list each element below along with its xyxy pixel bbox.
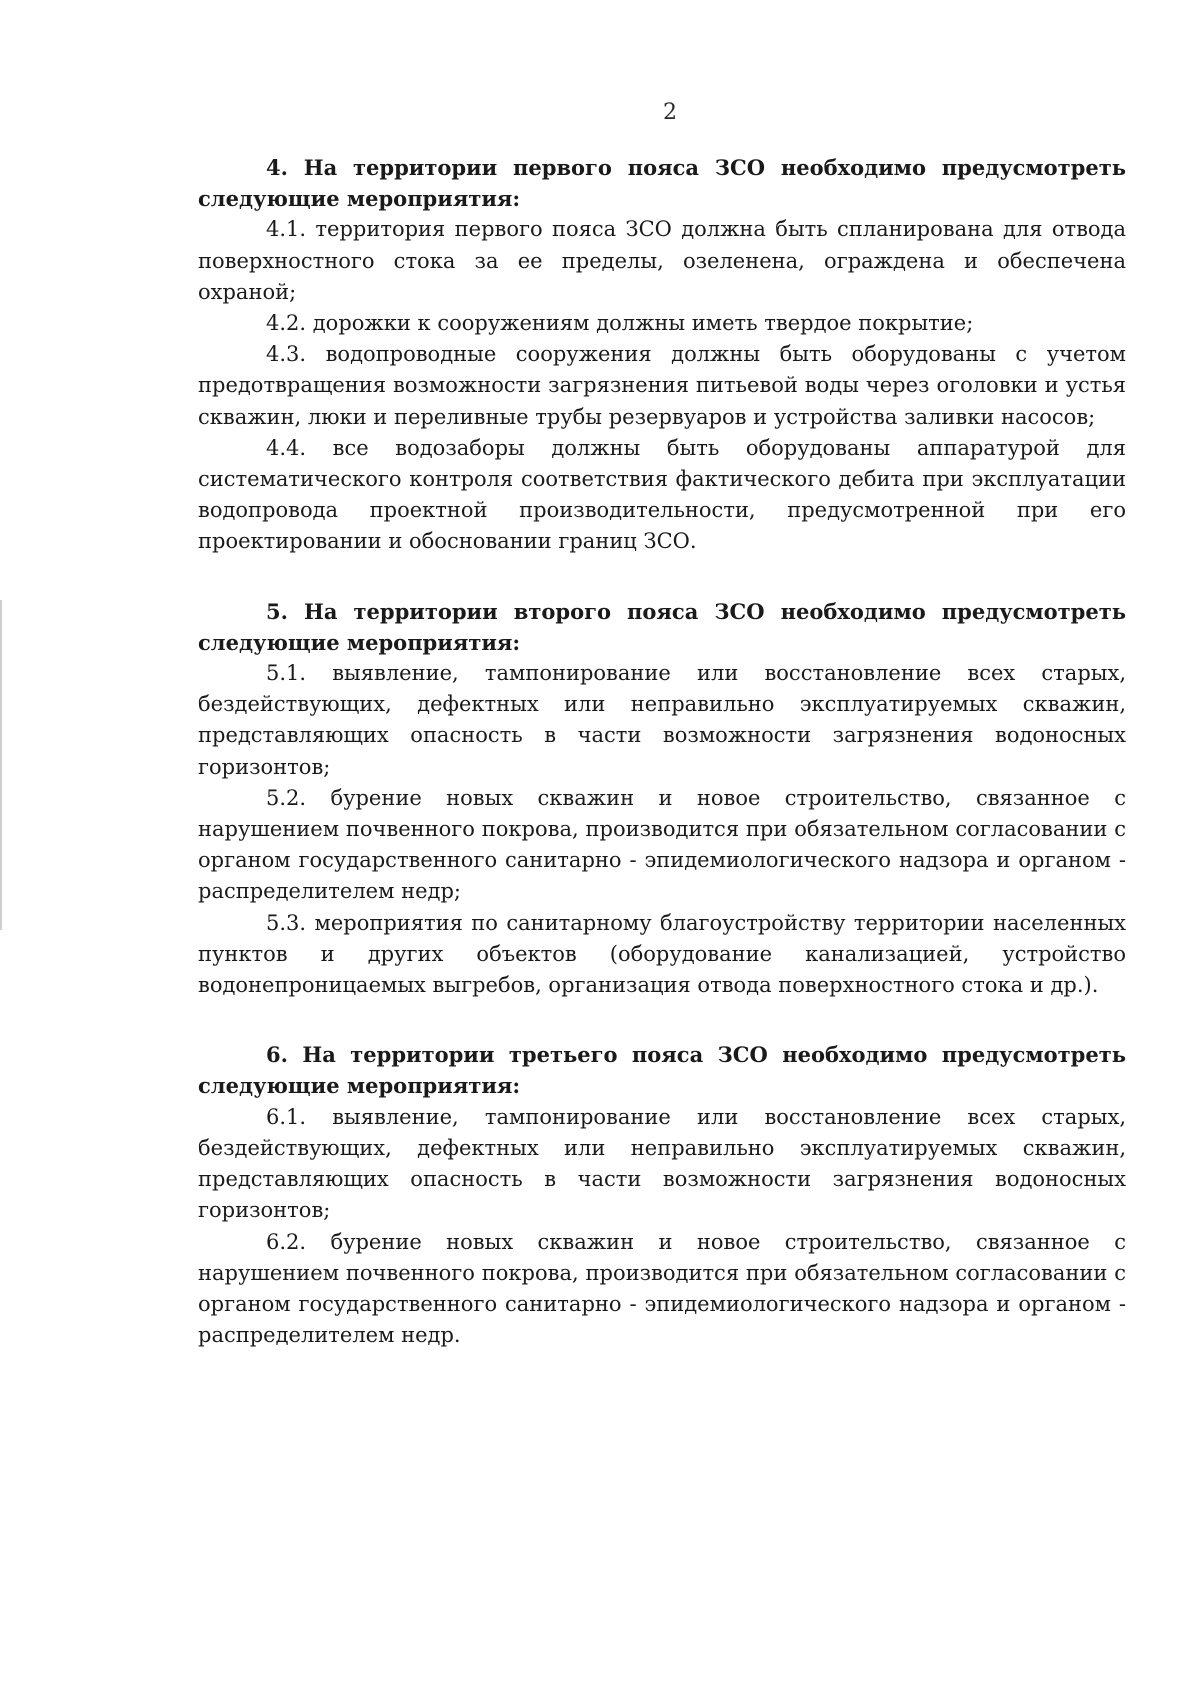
list-item-4-2: 4.2. дорожки к сооружениям должны иметь твердое покрытие; xyxy=(266,311,974,336)
scan-edge-mark xyxy=(0,600,2,930)
section-5-heading: 5. На территории второго пояса ЗСО необходимо предусмотреть следующие мероприятия: xyxy=(198,598,1126,655)
section-spacer xyxy=(198,558,1126,596)
list-item-5-1: 5.1. выявление, тампонирование или восстановление всех старых, бездействующих, дефектных или неправильно эксплуатируемых скважин, представляющих опасность в части возможности загрязнения водоносных горизонтов; xyxy=(198,661,1126,779)
document-body xyxy=(198,152,1126,1351)
list-item-6-2: 6.2. бурение новых скважин и новое строительство, связанное с нарушением почвенного покрова, производится при обязательном согласовании с органом государственного санитарно - эпидемиологического надзора и органом - распределителем недр. xyxy=(198,1229,1126,1348)
section-6-heading: 6. На территории третьего пояса ЗСО необходимо предусмотреть следующие мероприятия: xyxy=(198,1042,1126,1099)
section-4-heading: 4. На территории первого пояса ЗСО необходимо предусмотреть следующие мероприятия: xyxy=(198,155,1126,212)
section-spacer xyxy=(198,1001,1126,1039)
list-item-4-3: 4.3. водопроводные сооружения должны быть оборудованы с учетом предотвращения возможности загрязнения питьевой воды через оголовки и устья скважин, люки и переливные трубы резервуаров и устройства заливки насосов; xyxy=(198,342,1126,429)
list-item-4-4: 4.4. все водозаборы должны быть оборудованы аппаратурой для систематического контроля соответствия фактического дебита при эксплуатации водопровода проектной производительности, предусмотренной при его проектировании и обосновании границ ЗСО. xyxy=(198,435,1126,554)
list-item-6-1: 6.1. выявление, тампонирование или восстановление всех старых, бездействующих, дефектных или неправильно эксплуатируемых скважин, представляющих опасность в части возможности загрязнения водоносных горизонтов; xyxy=(198,1104,1126,1223)
list-item-4-1: 4.1. территория первого пояса ЗСО должна быть спланирована для отвода поверхностного стока за ее пределы, озеленена, ограждена и обеспечена охраной; xyxy=(198,217,1126,304)
page-number: 2 xyxy=(663,100,677,125)
list-item-5-3: 5.3. мероприятия по санитарному благоустройству территории населенных пунктов и других объектов (оборудование канализацией, устройство водонепроницаемых выгребов, организация отвода поверхностного стока и др.). xyxy=(198,910,1126,998)
list-item-5-2: 5.2. бурение новых скважин и новое строительство, связанное с нарушением почвенного покрова, производится при обязательном согласовании с органом государственного санитарно - эпидемиологического надзора и органом - распределителем недр; xyxy=(198,785,1126,904)
